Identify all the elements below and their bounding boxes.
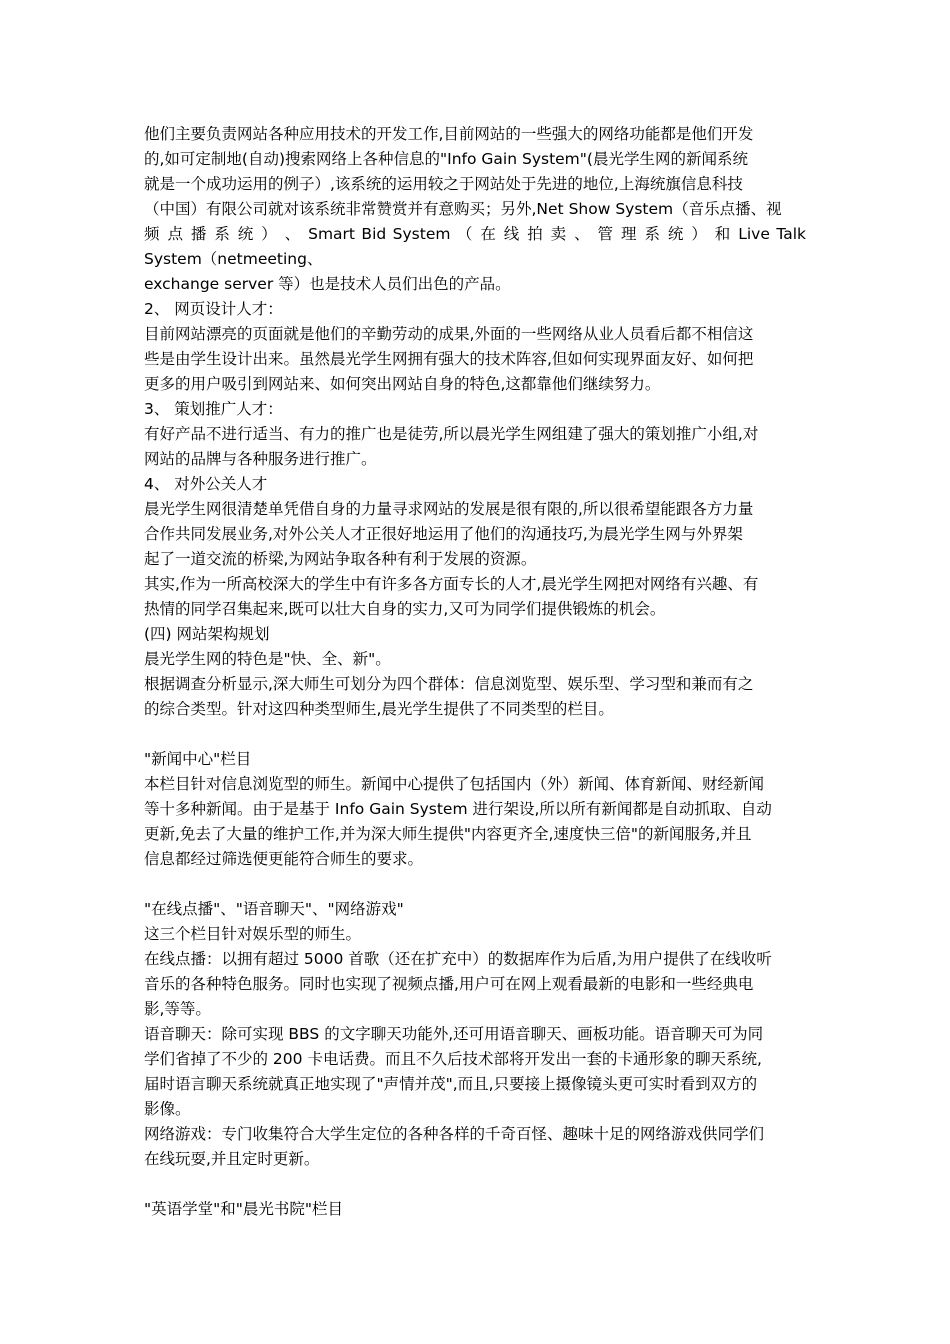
text-line: 的综合类型。针对这四种类型师生,晨光学生提供了不同类型的栏目。: [144, 700, 614, 718]
text-line: 热情的同学召集起来,既可以壮大自身的实力,又可为同学们提供锻炼的机会。: [144, 600, 666, 618]
text-line: 影像。: [144, 1100, 191, 1118]
text-line: 网络游戏：专门收集符合大学生定位的各种各样的千奇百怪、趣味十足的网络游戏供同学们: [144, 1125, 765, 1143]
text-line: 等十多种新闻。由于是基于 Info Gain System 进行架设,所以所有新闻都是自动抓取、自动: [144, 800, 772, 818]
text-line: 网站的品牌与各种服务进行推广。: [144, 450, 377, 468]
text-line: 晨光学生网的特色是"快、全、新"。: [144, 650, 391, 668]
text-line: 有好产品不进行适当、有力的推广也是徒劳,所以晨光学生网组建了强大的策划推广小组,对: [144, 425, 759, 443]
text-line: （中国）有限公司就对该系统非常赞赏并有意购买；另外,Net Show System（音乐点播、视: [144, 200, 782, 218]
section-heading: (四) 网站架构规划: [144, 625, 270, 643]
text-line: 合作共同发展业务,对外公关人才正很好地运用了他们的沟通技巧,为晨光学生网与外界架: [144, 525, 743, 543]
text-line: 届时语言聊天系统就真正地实现了"声情并茂",而且,只要接上摄像镜头更可实时看到双方的: [144, 1075, 758, 1093]
text-line: 语音聊天：除可实现 BBS 的文字聊天功能外,还可用语音聊天、画板功能。语音聊天可为同: [144, 1025, 764, 1043]
text-line: 信息都经过筛选便更能符合师生的要求。: [144, 850, 424, 868]
text-line: 影,等等。: [144, 1000, 211, 1018]
text-line: 的,如可定制地(自动)搜索网络上各种信息的"Info Gain System"(晨光学生网的新闻系统: [144, 150, 748, 168]
text-line: 学们省掉了不少的 200 卡电话费。而且不久后技术部将开发出一套的卡通形象的聊天系统,: [144, 1050, 762, 1068]
blank-line: [144, 1172, 806, 1197]
section-heading: "新闻中心"栏目: [144, 750, 252, 768]
text-line: 晨光学生网很清楚单凭借自身的力量寻求网站的发展是很有限的,所以很希望能跟各方力量: [144, 500, 754, 518]
text-line: 他们主要负责网站各种应用技术的开发工作,目前网站的一些强大的网络功能都是他们开发: [144, 125, 754, 143]
text-line: exchange server 等）也是技术人员们出色的产品。: [144, 275, 511, 293]
section-heading: 3、 策划推广人才：: [144, 400, 283, 418]
text-line: System（netmeeting、: [144, 250, 323, 268]
text-line: 在线玩耍,并且定时更新。: [144, 1150, 320, 1168]
text-line: 频 点 播 系 统 ） 、 Smart Bid System （ 在 线 拍 卖 、 管 理 系 统 ） 和 Live Talk: [144, 225, 806, 243]
text-line: 其实,作为一所高校深大的学生中有许多各方面专长的人才,晨光学生网把对网络有兴趣、有: [144, 575, 759, 593]
section-heading: 4、 对外公关人才: [144, 475, 268, 493]
blank-line: [144, 872, 806, 897]
text-line: 目前网站漂亮的页面就是他们的辛勤劳动的成果,外面的一些网络从业人员看后都不相信这: [144, 325, 754, 343]
text-line: 更多的用户吸引到网站来、如何突出网站自身的特色,这都靠他们继续努力。: [144, 375, 661, 393]
text-line: 在线点播：以拥有超过 5000 首歌（还在扩充中）的数据库作为后盾,为用户提供了在线收听: [144, 950, 772, 968]
section-heading: "英语学堂"和"晨光书院"栏目: [144, 1200, 344, 1218]
text-line: 些是由学生设计出来。虽然晨光学生网拥有强大的技术阵容,但如何实现界面友好、如何把: [144, 350, 754, 368]
text-line: 本栏目针对信息浏览型的师生。新闻中心提供了包括国内（外）新闻、体育新闻、财经新闻: [144, 775, 765, 793]
blank-line: [144, 722, 806, 747]
text-line: 根据调查分析显示,深大师生可划分为四个群体：信息浏览型、娱乐型、学习型和兼而有之: [144, 675, 754, 693]
text-line: 音乐的各种特色服务。同时也实现了视频点播,用户可在网上观看最新的电影和一些经典电: [144, 975, 754, 993]
text-line: 起了一道交流的桥梁,为网站争取各种有利于发展的资源。: [144, 550, 537, 568]
section-heading: 2、 网页设计人才：: [144, 300, 283, 318]
text-line: 更新,免去了大量的维护工作,并为深大师生提供"内容更齐全,速度快三倍"的新闻服务,并且: [144, 825, 752, 843]
text-line: 就是一个成功运用的例子）,该系统的运用较之于网站处于先进的地位,上海统旗信息科技: [144, 175, 743, 193]
text-line: 这三个栏目针对娱乐型的师生。: [144, 925, 362, 943]
document-page: [144, 122, 806, 1222]
section-heading: "在线点播"、"语音聊天"、"网络游戏": [144, 900, 404, 918]
